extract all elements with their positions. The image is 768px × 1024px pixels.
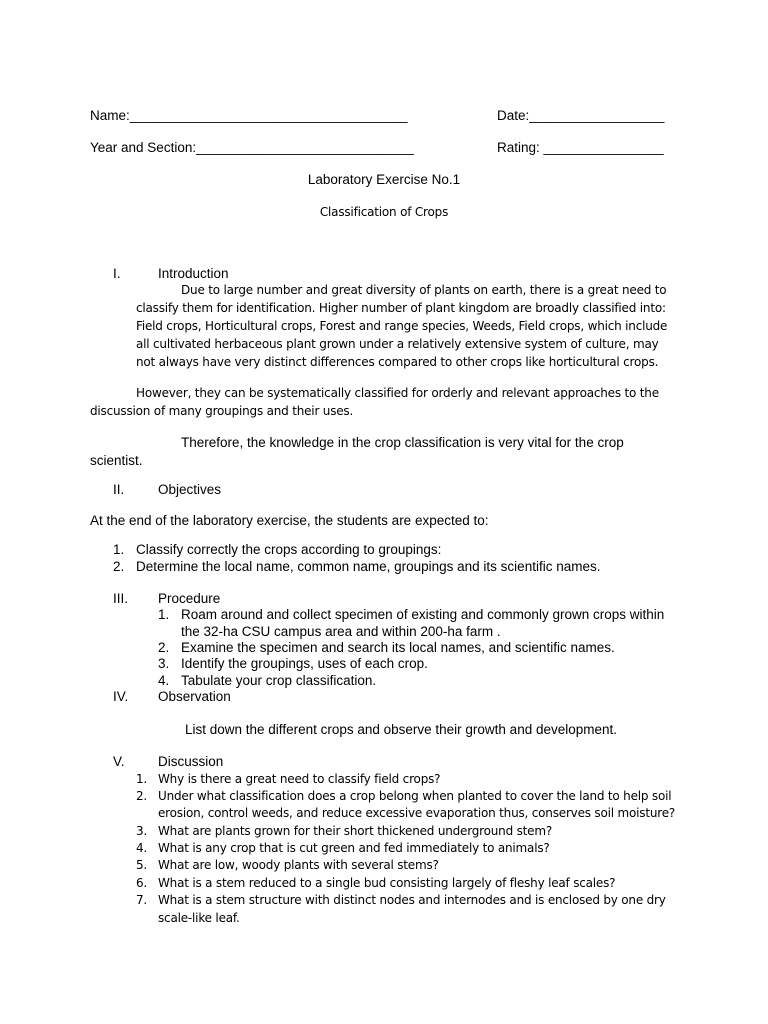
list-item: What is a stem structure with distinct nodes and internodes and is enclosed by one dry <box>158 893 666 907</box>
intro-paragraph-2: However, they can be systematically classified for orderly and relevant approaches to the discussion of many groupings and their uses. <box>90 386 659 418</box>
list-item-number: 1. <box>158 607 170 622</box>
list-item-number: 4. <box>158 673 170 688</box>
list-item: Why is there a great need to classify field crops? <box>158 772 441 786</box>
list-item: Tabulate your crop classification. <box>181 673 377 688</box>
list-item-number: 5. <box>136 858 148 872</box>
list-item-continuation: the 32-ha CSU campus area and within 200-ha farm . <box>181 624 501 639</box>
list-item: What is any crop that is cut green and fed immediately to animals? <box>158 841 550 855</box>
procedure-heading: Procedure <box>158 591 221 606</box>
list-item: Determine the local name, common name, groupings and its scientific names. <box>136 559 601 574</box>
objectives-numeral: II. <box>113 482 125 497</box>
observation-text: List down the different crops and observe their growth and development. <box>185 722 618 737</box>
list-item: Under what classification does a crop belong when planted to cover the land to help soil <box>158 789 672 803</box>
objectives-lead: At the end of the laboratory exercise, the students are expected to: <box>90 513 489 528</box>
observation-numeral: IV. <box>113 689 129 704</box>
exercise-title: Laboratory Exercise No.1 <box>307 172 461 187</box>
list-item: Identify the groupings, uses of each crop. <box>181 656 428 671</box>
list-item-number: 3. <box>136 824 148 838</box>
intro-numeral: I. <box>113 266 121 281</box>
list-item: What are low, woody plants with several stems? <box>158 858 439 872</box>
intro-paragraph-1: Due to large number and great diversity of plants on earth, there is a great need to classify them for identification. Higher number of plant kingdom are broadly classified into: Field crops, Horticultural crops, Forest and range species, Weeds, Field crops, which include all cultivated herbaceous plant grown under a relatively extensive system of culture, may not always have very distinct differences compared to other crops like horticultural crops. <box>136 283 668 369</box>
procedure-numeral: III. <box>113 591 129 606</box>
list-item-number: 2. <box>158 640 170 655</box>
objectives-heading: Objectives <box>158 482 222 497</box>
list-item-number: 2. <box>136 789 148 803</box>
list-item-number: 4. <box>136 841 148 855</box>
discussion-heading: Discussion <box>158 754 224 769</box>
list-item: Roam around and collect specimen of existing and commonly grown crops within <box>181 607 665 622</box>
list-item: What are plants grown for their short thickened underground stem? <box>158 824 553 838</box>
exercise-subtitle: Classification of Crops <box>319 205 449 219</box>
list-item: Examine the specimen and search its local names, and scientific names. <box>181 640 615 655</box>
list-item-number: 3. <box>158 656 170 671</box>
intro-paragraph-3: Therefore, the knowledge in the crop classification is very vital for the crop scientist. <box>90 435 624 468</box>
list-item-number: 7. <box>136 893 148 907</box>
list-item-number: 1. <box>136 772 148 786</box>
name-field: Name:_____________________________________ <box>90 108 408 123</box>
rating-field: Rating: ________________ <box>497 140 664 155</box>
list-item: Classify correctly the crops according to groupings: <box>136 542 442 557</box>
date-field: Date:__________________ <box>497 108 665 123</box>
list-item-continuation: scale-like leaf. <box>158 911 240 925</box>
discussion-numeral: V. <box>113 754 125 769</box>
year-section-field: Year and Section:_____________________________ <box>90 140 414 155</box>
intro-heading: Introduction <box>158 266 229 281</box>
observation-heading: Observation <box>158 689 231 704</box>
list-item-number: 6. <box>136 876 148 890</box>
list-item-number: 1. <box>113 542 125 557</box>
list-item-continuation: erosion, control weeds, and reduce excessive evaporation thus, conserves soil moisture? <box>158 806 676 820</box>
list-item-number: 2. <box>113 559 125 574</box>
list-item: What is a stem reduced to a single bud consisting largely of fleshy leaf scales? <box>158 876 616 890</box>
